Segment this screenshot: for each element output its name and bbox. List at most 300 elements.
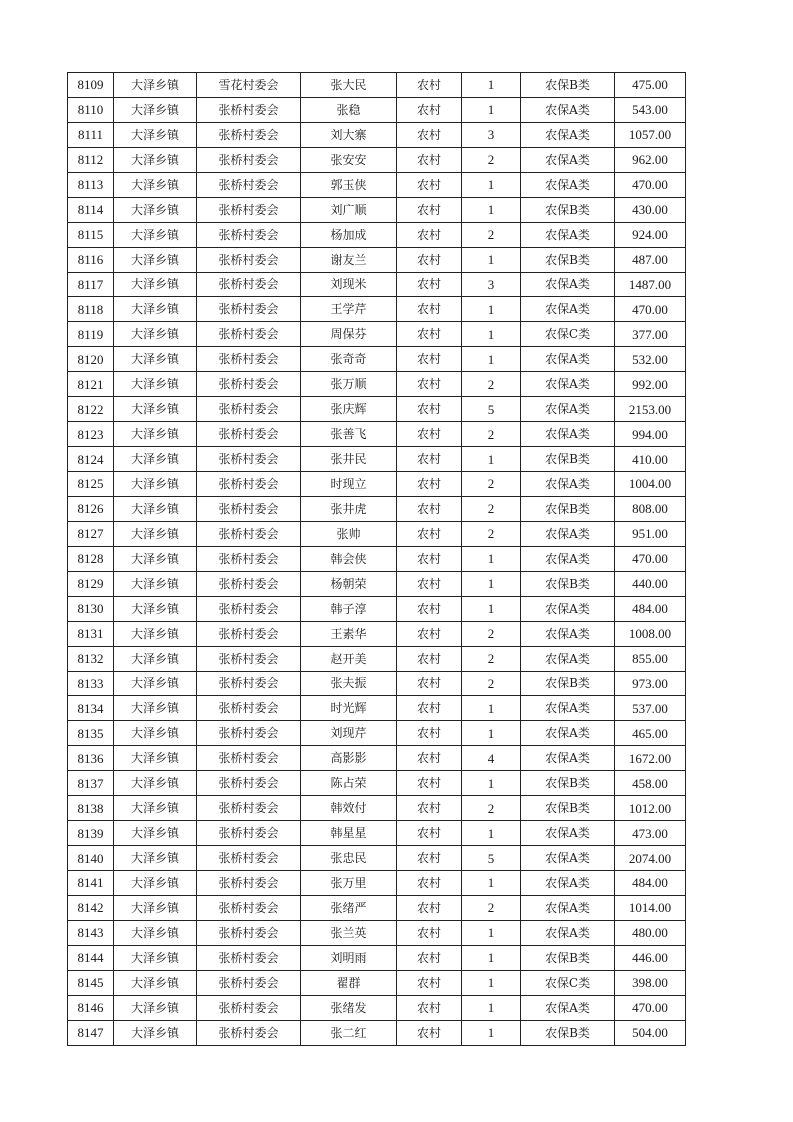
township-cell: 大泽乡镇	[114, 821, 197, 846]
table-row	[68, 920, 686, 945]
person-name-cell: 张稳	[301, 97, 397, 122]
amount-cell: 808.00	[615, 496, 686, 521]
township-cell: 大泽乡镇	[114, 222, 197, 247]
area-type-cell: 农村	[397, 222, 462, 247]
amount-cell: 377.00	[615, 322, 686, 347]
area-type-cell: 农村	[397, 397, 462, 422]
amount-cell: 475.00	[615, 73, 686, 98]
table-row	[68, 746, 686, 771]
amount-cell: 470.00	[615, 546, 686, 571]
person-name-cell: 张庆辉	[301, 397, 397, 422]
table-row	[68, 97, 686, 122]
township-cell: 大泽乡镇	[114, 1020, 197, 1045]
data-table	[67, 72, 686, 1046]
township-cell: 大泽乡镇	[114, 122, 197, 147]
record-id-cell: 8141	[68, 871, 114, 896]
amount-cell: 2074.00	[615, 846, 686, 871]
area-type-cell: 农村	[397, 322, 462, 347]
amount-cell: 1012.00	[615, 796, 686, 821]
household-size-cell: 1	[462, 322, 521, 347]
area-type-cell: 农村	[397, 721, 462, 746]
insurance-category-cell: 农保B类	[521, 1020, 615, 1045]
village-committee-cell: 张桥村委会	[197, 322, 301, 347]
record-id-cell: 8119	[68, 322, 114, 347]
household-size-cell: 5	[462, 397, 521, 422]
household-size-cell: 1	[462, 247, 521, 272]
insurance-category-cell: 农保B类	[521, 496, 615, 521]
village-committee-cell: 张桥村委会	[197, 147, 301, 172]
insurance-category-cell: 农保A类	[521, 871, 615, 896]
township-cell: 大泽乡镇	[114, 546, 197, 571]
amount-cell: 1057.00	[615, 122, 686, 147]
village-committee-cell: 张桥村委会	[197, 122, 301, 147]
area-type-cell: 农村	[397, 895, 462, 920]
table-row	[68, 172, 686, 197]
area-type-cell: 农村	[397, 671, 462, 696]
person-name-cell: 王素华	[301, 621, 397, 646]
village-committee-cell: 张桥村委会	[197, 846, 301, 871]
amount-cell: 992.00	[615, 372, 686, 397]
table-row	[68, 646, 686, 671]
amount-cell: 537.00	[615, 696, 686, 721]
township-cell: 大泽乡镇	[114, 297, 197, 322]
record-id-cell: 8146	[68, 995, 114, 1020]
village-committee-cell: 张桥村委会	[197, 546, 301, 571]
township-cell: 大泽乡镇	[114, 970, 197, 995]
amount-cell: 398.00	[615, 970, 686, 995]
record-id-cell: 8126	[68, 496, 114, 521]
village-committee-cell: 张桥村委会	[197, 172, 301, 197]
insurance-category-cell: 农保B类	[521, 671, 615, 696]
amount-cell: 410.00	[615, 447, 686, 472]
area-type-cell: 农村	[397, 422, 462, 447]
insurance-category-cell: 农保A类	[521, 646, 615, 671]
village-committee-cell: 张桥村委会	[197, 771, 301, 796]
household-size-cell: 5	[462, 846, 521, 871]
township-cell: 大泽乡镇	[114, 571, 197, 596]
household-size-cell: 1	[462, 821, 521, 846]
record-id-cell: 8116	[68, 247, 114, 272]
township-cell: 大泽乡镇	[114, 347, 197, 372]
person-name-cell: 刘大寨	[301, 122, 397, 147]
table-row	[68, 347, 686, 372]
record-id-cell: 8124	[68, 447, 114, 472]
township-cell: 大泽乡镇	[114, 147, 197, 172]
household-size-cell: 2	[462, 646, 521, 671]
table-row	[68, 147, 686, 172]
table-row	[68, 322, 686, 347]
record-id-cell: 8132	[68, 646, 114, 671]
insurance-category-cell: 农保A类	[521, 521, 615, 546]
village-committee-cell: 张桥村委会	[197, 821, 301, 846]
area-type-cell: 农村	[397, 97, 462, 122]
village-committee-cell: 张桥村委会	[197, 721, 301, 746]
insurance-category-cell: 农保B类	[521, 73, 615, 98]
person-name-cell: 郭玉侠	[301, 172, 397, 197]
insurance-category-cell: 农保B类	[521, 447, 615, 472]
record-id-cell: 8140	[68, 846, 114, 871]
area-type-cell: 农村	[397, 821, 462, 846]
insurance-category-cell: 农保A类	[521, 97, 615, 122]
township-cell: 大泽乡镇	[114, 671, 197, 696]
household-size-cell: 1	[462, 172, 521, 197]
person-name-cell: 韩会侠	[301, 546, 397, 571]
person-name-cell: 张万里	[301, 871, 397, 896]
township-cell: 大泽乡镇	[114, 247, 197, 272]
area-type-cell: 农村	[397, 945, 462, 970]
village-committee-cell: 张桥村委会	[197, 1020, 301, 1045]
insurance-category-cell: 农保A类	[521, 147, 615, 172]
insurance-category-cell: 农保A类	[521, 846, 615, 871]
township-cell: 大泽乡镇	[114, 796, 197, 821]
household-size-cell: 1	[462, 447, 521, 472]
village-committee-cell: 张桥村委会	[197, 920, 301, 945]
table-row	[68, 1020, 686, 1045]
household-size-cell: 2	[462, 472, 521, 497]
area-type-cell: 农村	[397, 347, 462, 372]
record-id-cell: 8144	[68, 945, 114, 970]
record-id-cell: 8128	[68, 546, 114, 571]
village-committee-cell: 张桥村委会	[197, 472, 301, 497]
village-committee-cell: 张桥村委会	[197, 521, 301, 546]
household-size-cell: 2	[462, 621, 521, 646]
household-size-cell: 1	[462, 696, 521, 721]
amount-cell: 470.00	[615, 172, 686, 197]
area-type-cell: 农村	[397, 796, 462, 821]
area-type-cell: 农村	[397, 846, 462, 871]
amount-cell: 446.00	[615, 945, 686, 970]
insurance-category-cell: 农保C类	[521, 322, 615, 347]
table-row	[68, 671, 686, 696]
area-type-cell: 农村	[397, 496, 462, 521]
insurance-category-cell: 农保A类	[521, 272, 615, 297]
insurance-category-cell: 农保B类	[521, 796, 615, 821]
insurance-category-cell: 农保A类	[521, 596, 615, 621]
person-name-cell: 张兰英	[301, 920, 397, 945]
village-committee-cell: 张桥村委会	[197, 646, 301, 671]
insurance-category-cell: 农保A类	[521, 746, 615, 771]
record-id-cell: 8120	[68, 347, 114, 372]
area-type-cell: 农村	[397, 746, 462, 771]
amount-cell: 484.00	[615, 596, 686, 621]
person-name-cell: 陈占荣	[301, 771, 397, 796]
record-id-cell: 8137	[68, 771, 114, 796]
household-size-cell: 2	[462, 147, 521, 172]
person-name-cell: 张大民	[301, 73, 397, 98]
township-cell: 大泽乡镇	[114, 472, 197, 497]
record-id-cell: 8130	[68, 596, 114, 621]
table-row	[68, 297, 686, 322]
village-committee-cell: 张桥村委会	[197, 571, 301, 596]
person-name-cell: 刘明雨	[301, 945, 397, 970]
person-name-cell: 谢友兰	[301, 247, 397, 272]
insurance-category-cell: 农保A类	[521, 347, 615, 372]
table-row	[68, 696, 686, 721]
insurance-category-cell: 农保A类	[521, 721, 615, 746]
household-size-cell: 1	[462, 771, 521, 796]
record-id-cell: 8125	[68, 472, 114, 497]
record-id-cell: 8127	[68, 521, 114, 546]
person-name-cell: 张夫振	[301, 671, 397, 696]
area-type-cell: 农村	[397, 771, 462, 796]
household-size-cell: 1	[462, 721, 521, 746]
record-id-cell: 8112	[68, 147, 114, 172]
township-cell: 大泽乡镇	[114, 447, 197, 472]
township-cell: 大泽乡镇	[114, 322, 197, 347]
person-name-cell: 杨加成	[301, 222, 397, 247]
person-name-cell: 张井虎	[301, 496, 397, 521]
person-name-cell: 赵开美	[301, 646, 397, 671]
record-id-cell: 8133	[68, 671, 114, 696]
amount-cell: 2153.00	[615, 397, 686, 422]
insurance-category-cell: 农保A类	[521, 895, 615, 920]
table-row	[68, 871, 686, 896]
household-size-cell: 1	[462, 945, 521, 970]
household-size-cell: 1	[462, 197, 521, 222]
township-cell: 大泽乡镇	[114, 871, 197, 896]
township-cell: 大泽乡镇	[114, 521, 197, 546]
person-name-cell: 翟群	[301, 970, 397, 995]
insurance-category-cell: 农保A类	[521, 372, 615, 397]
household-size-cell: 3	[462, 272, 521, 297]
insurance-category-cell: 农保A类	[521, 696, 615, 721]
village-committee-cell: 张桥村委会	[197, 422, 301, 447]
village-committee-cell: 张桥村委会	[197, 796, 301, 821]
record-id-cell: 8109	[68, 73, 114, 98]
insurance-category-cell: 农保A类	[521, 422, 615, 447]
area-type-cell: 农村	[397, 272, 462, 297]
amount-cell: 1008.00	[615, 621, 686, 646]
village-committee-cell: 张桥村委会	[197, 222, 301, 247]
village-committee-cell: 张桥村委会	[197, 197, 301, 222]
amount-cell: 951.00	[615, 521, 686, 546]
amount-cell: 473.00	[615, 821, 686, 846]
household-size-cell: 1	[462, 347, 521, 372]
area-type-cell: 农村	[397, 646, 462, 671]
person-name-cell: 张奇奇	[301, 347, 397, 372]
amount-cell: 458.00	[615, 771, 686, 796]
amount-cell: 855.00	[615, 646, 686, 671]
amount-cell: 470.00	[615, 995, 686, 1020]
village-committee-cell: 张桥村委会	[197, 621, 301, 646]
household-size-cell: 2	[462, 895, 521, 920]
record-id-cell: 8122	[68, 397, 114, 422]
table-row	[68, 945, 686, 970]
person-name-cell: 韩效付	[301, 796, 397, 821]
table-row	[68, 122, 686, 147]
township-cell: 大泽乡镇	[114, 746, 197, 771]
insurance-category-cell: 农保B类	[521, 571, 615, 596]
township-cell: 大泽乡镇	[114, 646, 197, 671]
township-cell: 大泽乡镇	[114, 696, 197, 721]
household-size-cell: 1	[462, 73, 521, 98]
person-name-cell: 时光辉	[301, 696, 397, 721]
insurance-category-cell: 农保A类	[521, 172, 615, 197]
township-cell: 大泽乡镇	[114, 621, 197, 646]
household-size-cell: 2	[462, 496, 521, 521]
insurance-category-cell: 农保C类	[521, 970, 615, 995]
record-id-cell: 8142	[68, 895, 114, 920]
township-cell: 大泽乡镇	[114, 197, 197, 222]
area-type-cell: 农村	[397, 172, 462, 197]
village-committee-cell: 张桥村委会	[197, 397, 301, 422]
household-size-cell: 2	[462, 671, 521, 696]
person-name-cell: 张井民	[301, 447, 397, 472]
household-size-cell: 1	[462, 920, 521, 945]
record-id-cell: 8131	[68, 621, 114, 646]
person-name-cell: 张绪严	[301, 895, 397, 920]
record-id-cell: 8129	[68, 571, 114, 596]
table-row	[68, 546, 686, 571]
village-committee-cell: 张桥村委会	[197, 272, 301, 297]
insurance-category-cell: 农保B类	[521, 945, 615, 970]
table-row	[68, 272, 686, 297]
township-cell: 大泽乡镇	[114, 920, 197, 945]
household-size-cell: 1	[462, 297, 521, 322]
township-cell: 大泽乡镇	[114, 771, 197, 796]
record-id-cell: 8111	[68, 122, 114, 147]
township-cell: 大泽乡镇	[114, 172, 197, 197]
area-type-cell: 农村	[397, 546, 462, 571]
amount-cell: 532.00	[615, 347, 686, 372]
table-row	[68, 422, 686, 447]
village-committee-cell: 张桥村委会	[197, 247, 301, 272]
record-id-cell: 8134	[68, 696, 114, 721]
village-committee-cell: 张桥村委会	[197, 447, 301, 472]
township-cell: 大泽乡镇	[114, 272, 197, 297]
insurance-category-cell: 农保A类	[521, 397, 615, 422]
record-id-cell: 8138	[68, 796, 114, 821]
township-cell: 大泽乡镇	[114, 97, 197, 122]
township-cell: 大泽乡镇	[114, 73, 197, 98]
area-type-cell: 农村	[397, 871, 462, 896]
village-committee-cell: 张桥村委会	[197, 97, 301, 122]
area-type-cell: 农村	[397, 122, 462, 147]
household-size-cell: 4	[462, 746, 521, 771]
table-row	[68, 447, 686, 472]
household-size-cell: 1	[462, 97, 521, 122]
village-committee-cell: 张桥村委会	[197, 372, 301, 397]
township-cell: 大泽乡镇	[114, 372, 197, 397]
table-body	[68, 73, 686, 1046]
record-id-cell: 8113	[68, 172, 114, 197]
area-type-cell: 农村	[397, 247, 462, 272]
amount-cell: 1672.00	[615, 746, 686, 771]
amount-cell: 973.00	[615, 671, 686, 696]
household-size-cell: 1	[462, 571, 521, 596]
amount-cell: 430.00	[615, 197, 686, 222]
insurance-category-cell: 农保A类	[521, 122, 615, 147]
area-type-cell: 农村	[397, 372, 462, 397]
household-size-cell: 2	[462, 372, 521, 397]
person-name-cell: 张善飞	[301, 422, 397, 447]
village-committee-cell: 张桥村委会	[197, 496, 301, 521]
table-row	[68, 472, 686, 497]
table-row	[68, 821, 686, 846]
record-id-cell: 8117	[68, 272, 114, 297]
person-name-cell: 杨朝荣	[301, 571, 397, 596]
amount-cell: 465.00	[615, 721, 686, 746]
township-cell: 大泽乡镇	[114, 945, 197, 970]
table-row	[68, 571, 686, 596]
village-committee-cell: 张桥村委会	[197, 297, 301, 322]
amount-cell: 962.00	[615, 147, 686, 172]
area-type-cell: 农村	[397, 147, 462, 172]
household-size-cell: 2	[462, 521, 521, 546]
table-row	[68, 796, 686, 821]
insurance-category-cell: 农保B类	[521, 197, 615, 222]
village-committee-cell: 张桥村委会	[197, 970, 301, 995]
insurance-category-cell: 农保B类	[521, 771, 615, 796]
village-committee-cell: 张桥村委会	[197, 696, 301, 721]
area-type-cell: 农村	[397, 447, 462, 472]
person-name-cell: 张帅	[301, 521, 397, 546]
person-name-cell: 张忠民	[301, 846, 397, 871]
household-size-cell: 2	[462, 796, 521, 821]
household-size-cell: 1	[462, 871, 521, 896]
area-type-cell: 农村	[397, 970, 462, 995]
amount-cell: 440.00	[615, 571, 686, 596]
person-name-cell: 韩星星	[301, 821, 397, 846]
household-size-cell: 2	[462, 222, 521, 247]
area-type-cell: 农村	[397, 571, 462, 596]
village-committee-cell: 张桥村委会	[197, 995, 301, 1020]
person-name-cell: 刘广顺	[301, 197, 397, 222]
village-committee-cell: 雪花村委会	[197, 73, 301, 98]
person-name-cell: 刘现米	[301, 272, 397, 297]
table-row	[68, 496, 686, 521]
township-cell: 大泽乡镇	[114, 596, 197, 621]
amount-cell: 924.00	[615, 222, 686, 247]
area-type-cell: 农村	[397, 696, 462, 721]
area-type-cell: 农村	[397, 920, 462, 945]
village-committee-cell: 张桥村委会	[197, 596, 301, 621]
area-type-cell: 农村	[397, 472, 462, 497]
record-id-cell: 8114	[68, 197, 114, 222]
table-row	[68, 846, 686, 871]
household-size-cell: 1	[462, 546, 521, 571]
table-row	[68, 895, 686, 920]
area-type-cell: 农村	[397, 73, 462, 98]
village-committee-cell: 张桥村委会	[197, 671, 301, 696]
record-id-cell: 8143	[68, 920, 114, 945]
township-cell: 大泽乡镇	[114, 846, 197, 871]
area-type-cell: 农村	[397, 521, 462, 546]
insurance-category-cell: 农保B类	[521, 247, 615, 272]
area-type-cell: 农村	[397, 596, 462, 621]
person-name-cell: 刘现芹	[301, 721, 397, 746]
amount-cell: 994.00	[615, 422, 686, 447]
table-row	[68, 372, 686, 397]
township-cell: 大泽乡镇	[114, 721, 197, 746]
area-type-cell: 农村	[397, 297, 462, 322]
person-name-cell: 王学芹	[301, 297, 397, 322]
area-type-cell: 农村	[397, 621, 462, 646]
person-name-cell: 时现立	[301, 472, 397, 497]
table-row	[68, 247, 686, 272]
table-row	[68, 621, 686, 646]
insurance-category-cell: 农保A类	[521, 621, 615, 646]
village-committee-cell: 张桥村委会	[197, 871, 301, 896]
person-name-cell: 张安安	[301, 147, 397, 172]
insurance-category-cell: 农保A类	[521, 222, 615, 247]
table-row	[68, 596, 686, 621]
record-id-cell: 8118	[68, 297, 114, 322]
table-row	[68, 73, 686, 98]
amount-cell: 1014.00	[615, 895, 686, 920]
record-id-cell: 8145	[68, 970, 114, 995]
township-cell: 大泽乡镇	[114, 397, 197, 422]
